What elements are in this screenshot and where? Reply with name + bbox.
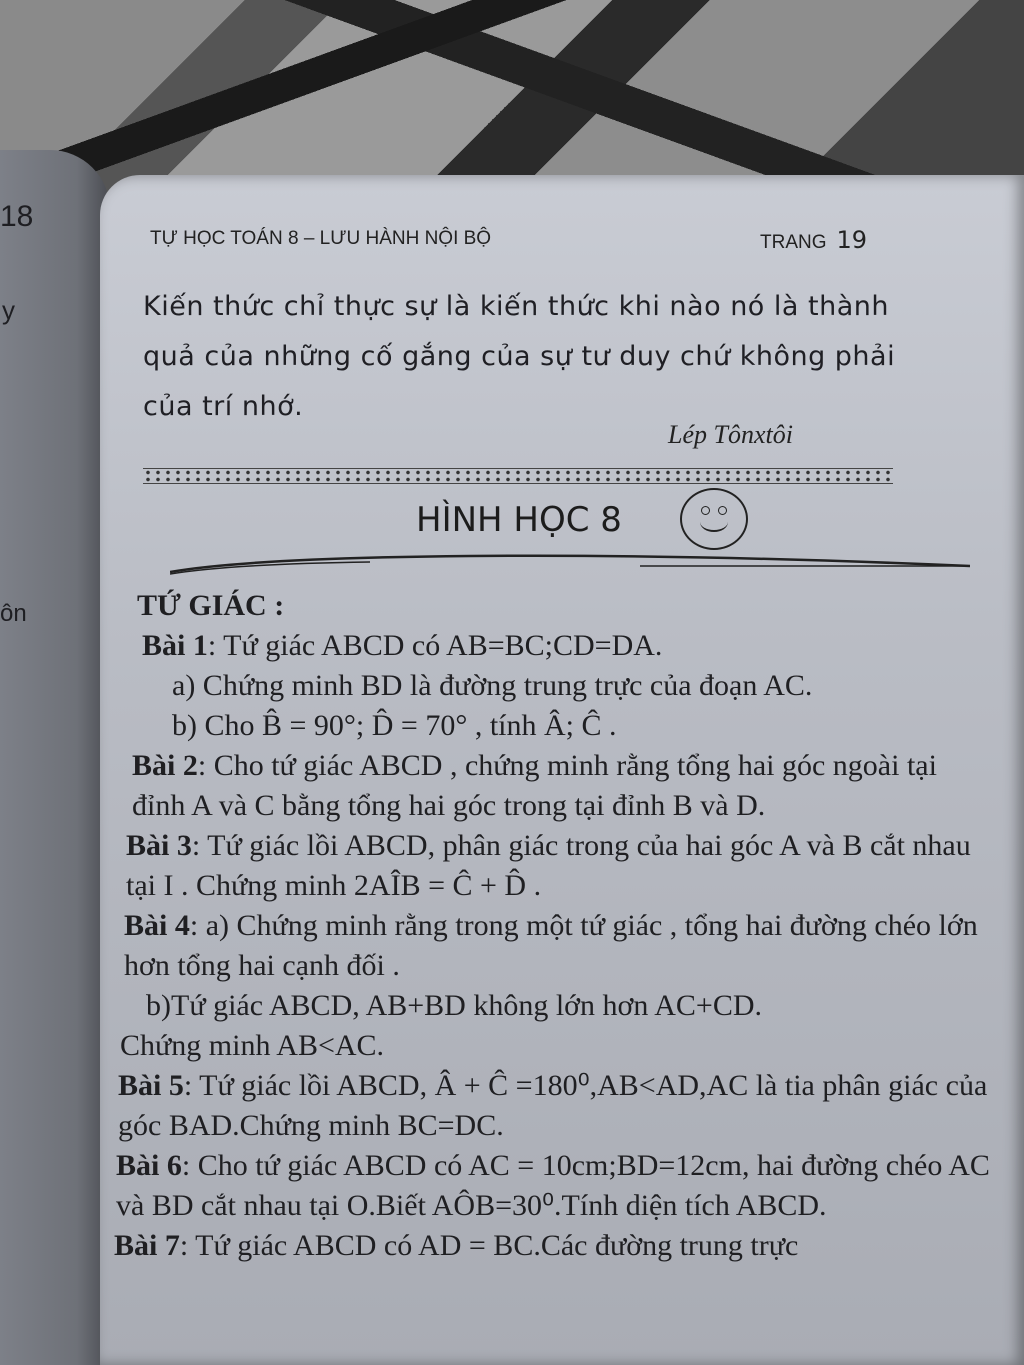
- exercise-label: Bài 4: [124, 909, 190, 942]
- subsection-title: TỨ GIÁC :: [137, 589, 285, 622]
- exercise-4b: b)Tứ giác ABCD, AB+BD không lớn hơn AC+CD.: [146, 989, 763, 1022]
- exercise-1: [112, 626, 992, 666]
- exercise-5: [112, 1066, 992, 1146]
- page-number: 19: [836, 226, 868, 254]
- exercise-text: : Cho tứ giác ABCD , chứng minh rằng tổng hai góc ngoài tại đỉnh A và C bằng tổng hai góc trong tại đỉnh B và D.: [132, 749, 937, 822]
- running-header: TỰ HỌC TOÁN 8 – LƯU HÀNH NỘI BỘ: [150, 228, 492, 249]
- exercise-text: : Tứ giác ABCD có AD = BC.Các đường trung trực: [179, 1229, 799, 1262]
- smiley-mouth: [700, 512, 728, 532]
- quote-text: Kiến thức chỉ thực sự là kiến thức khi nào nó là thành quả của những cố gắng của sự tư duy chứ không phải của trí nhớ.: [143, 291, 896, 422]
- exercise-text: : Cho tứ giác ABCD có AC = 10cm;BD=12cm, hai đường chéo AC và BD cắt nhau tại O.Biết AÔB=30⁰.Tính diện tích ABCD.: [116, 1149, 990, 1222]
- exercise-text: : Tứ giác lồi ABCD, phân giác trong của hai góc A và B cắt nhau tại I . Chứng minh 2AÎB = Ĉ + D̂ .: [126, 829, 971, 902]
- exercise-3: [112, 826, 992, 906]
- exercise-label: Bài 5: [118, 1069, 184, 1102]
- exercise-2: [112, 746, 992, 826]
- page-number-header: [760, 226, 867, 254]
- title-underline: [170, 554, 970, 578]
- smiley-icon: [680, 488, 748, 550]
- dotted-divider: [143, 468, 893, 484]
- fabric-background: [0, 0, 1024, 200]
- exercise-4: [112, 906, 992, 986]
- exercise-1b: b) Cho B̂ = 90°; D̂ = 70° , tính Â; Ĉ .: [172, 709, 617, 742]
- exercise-6: [112, 1146, 992, 1226]
- exercise-label: Bài 3: [126, 829, 192, 862]
- exercise-list: [112, 586, 992, 1266]
- left-page-edge: [0, 150, 110, 1365]
- exercise-label: Bài 6: [116, 1149, 182, 1182]
- page-label: TRANG: [760, 232, 827, 253]
- section-title: HÌNH HỌC 8: [416, 500, 622, 540]
- exercise-label: Bài 7: [114, 1229, 180, 1262]
- exercise-label: Bài 2: [132, 749, 198, 782]
- left-page-number: 18: [0, 200, 34, 233]
- exercise-label: Bài 1: [142, 629, 208, 662]
- left-page-fragment: y: [2, 295, 15, 325]
- exercise-7: [112, 1226, 992, 1266]
- exercise-text: : Tứ giác lồi ABCD, Â + Ĉ =180⁰,AB<AD,AC là tia phân giác của góc BAD.Chứng minh BC=DC.: [118, 1069, 988, 1142]
- exercise-text: : a) Chứng minh rằng trong một tứ giác , tổng hai đường chéo lớn hơn tổng hai cạnh đối .: [124, 909, 978, 982]
- left-page-fragment: ôn: [0, 600, 27, 627]
- exercise-1a: a) Chứng minh BD là đường trung trực của đoạn AC.: [172, 669, 813, 702]
- exercise-4c: Chứng minh AB<AC.: [120, 1029, 385, 1062]
- exercise-text: : Tứ giác ABCD có AB=BC;CD=DA.: [207, 629, 663, 662]
- quote-author: Lép Tônxtôi: [668, 420, 793, 449]
